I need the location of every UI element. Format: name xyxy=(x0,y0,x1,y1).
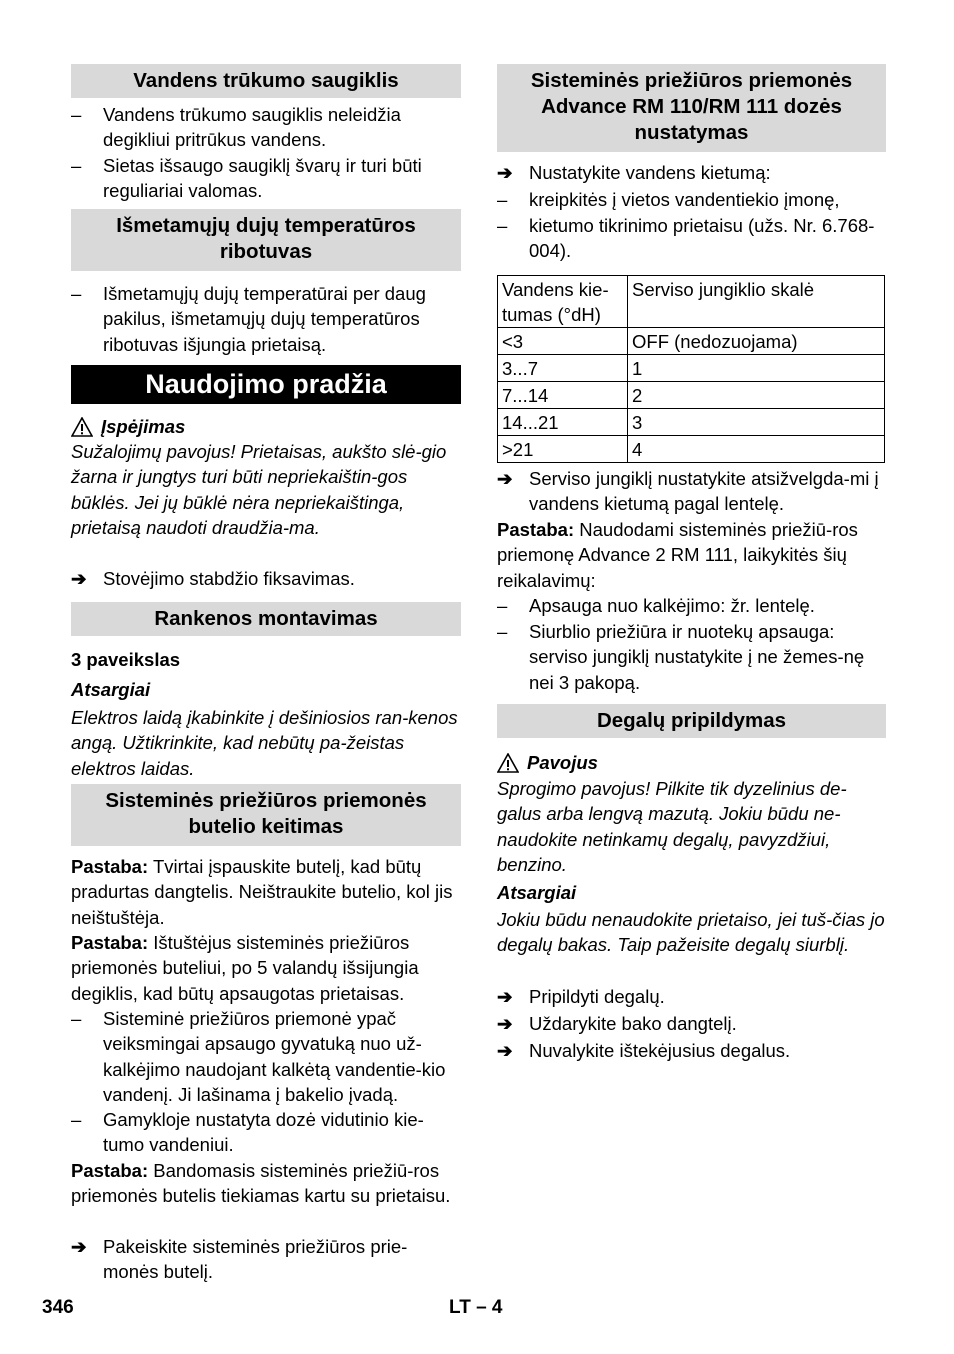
right-column xyxy=(497,64,886,1065)
table-cell: 3 xyxy=(628,409,885,436)
danger-text: Sprogimo pavojus! Pilkite tik dyzelinius de-galus arba lengvą mazutą. Jokiu būdu ne-naudokite netinkamų degalų, pavyzdžiui, benzino. xyxy=(497,778,847,875)
list-item: – kietumo tikrinimo prietaisu (užs. Nr. 6.768-004). xyxy=(497,215,875,262)
table-cell: 7...14 xyxy=(498,382,628,409)
table-header-row xyxy=(498,276,885,328)
dash-icon: – xyxy=(71,104,82,125)
action-item: ➔ Serviso jungiklį nustatykite atsižvelgda-mi į vandens kietumą pagal lentelę. xyxy=(497,468,879,515)
action-item: ➔ Stovėjimo stabdžio fiksavimas. xyxy=(71,566,461,591)
dash-icon: – xyxy=(71,1109,82,1130)
table-cell: OFF (nedozuojama) xyxy=(628,328,885,355)
warning-triangle-icon xyxy=(71,417,93,437)
arrow-right-icon: ➔ xyxy=(497,468,513,489)
action-item: ➔ Uždarykite bako dangtelį. xyxy=(497,1011,886,1038)
page-number: 346 xyxy=(42,1297,74,1318)
list-item: – Sisteminė priežiūros priemonė ypač veiksmingai apsaugo gyvatuką nuo už-kalkėjimo naudojant kalkėtą vandentie-kio vandenį. Ji lašinama į bakelio įvadą. xyxy=(71,1008,446,1105)
section-heading-water-shortage: Vandens trūkumo saugiklis xyxy=(71,64,461,98)
note-paragraph: Pastaba: Ištuštėjus sisteminės priežiūros priemonės buteliui, po 5 valandų išsijungia degiklis, kad būtų apsaugotas prietaisas. xyxy=(71,932,419,1004)
action-item: ➔ Nuvalykite ištekėjusius degalus. xyxy=(497,1038,886,1065)
section-heading-handle: Rankenos montavimas xyxy=(71,602,461,636)
arrow-right-icon: ➔ xyxy=(71,1236,87,1257)
table-header-cell: Vandens kie-tumas (°dH) xyxy=(498,276,628,328)
warning-heading: Įspėjimas xyxy=(71,414,461,439)
dash-icon: – xyxy=(497,621,508,642)
table-cell: 1 xyxy=(628,355,885,382)
action-item: ➔ Pakeiskite sisteminės priežiūros prie-monės butelį. xyxy=(71,1236,408,1283)
list-item: – Apsauga nuo kalkėjimo: žr. lentelę. xyxy=(497,593,886,619)
arrow-right-icon: ➔ xyxy=(497,162,513,183)
caution-text: Jokiu būdu nenaudokite prietaiso, jei tuš-čias jo degalų bakas. Taip pažeisite degalų siurblį. xyxy=(497,909,885,956)
table-cell: 14...21 xyxy=(498,409,628,436)
left-column xyxy=(71,64,461,1285)
section-heading-bottle-change: Sisteminės priežiūros priemonės butelio keitimas xyxy=(71,784,461,846)
table-cell: 2 xyxy=(628,382,885,409)
list-item: – Vandens trūkumo saugiklis neleidžia degikliui pritrūkus vandens. xyxy=(71,104,401,151)
dash-icon: – xyxy=(71,155,82,176)
language-page-marker: LT – 4 xyxy=(449,1297,503,1318)
caution-text: Elektros laidą įkabinkite į dešiniosios ran-kenos angą. Užtikrinkite, kad nebūtų pa-žeistas elektros laidas. xyxy=(71,707,458,779)
dash-icon: – xyxy=(497,189,508,210)
section-heading-dosage: Sisteminės priežiūros priemonės Advance RM 110/RM 111 dozės nustatymas xyxy=(497,64,886,152)
caution-heading: Atsargiai xyxy=(71,679,151,700)
warning-triangle-icon xyxy=(497,753,519,773)
action-item: ➔ Pripildyti degalų. xyxy=(497,984,886,1011)
danger-heading: Pavojus xyxy=(497,750,886,776)
section-heading-refuel: Degalų pripildymas xyxy=(497,704,886,738)
table-header-cell: Serviso jungiklio skalė xyxy=(628,276,885,328)
dash-icon: – xyxy=(71,1008,82,1029)
arrow-right-icon: ➔ xyxy=(497,1040,513,1061)
table-row xyxy=(498,328,885,355)
action-item: ➔ Nustatykite vandens kietumą: xyxy=(497,160,886,187)
figure-reference: 3 paveikslas xyxy=(71,649,181,670)
dash-icon: – xyxy=(497,215,508,236)
list-item: – Siurblio priežiūra ir nuotekų apsauga: serviso jungiklį nustatykite į ne žemes-nę nei 3 pakopą. xyxy=(497,621,865,693)
table-cell: >21 xyxy=(498,436,628,463)
caution-heading: Atsargiai xyxy=(497,882,577,903)
note-paragraph: Pastaba: Naudodami sisteminės priežiū-ros priemonę Advance 2 RM 111, laikykitės šių reikalavimų: xyxy=(497,519,858,591)
table-row xyxy=(498,382,885,409)
table-row xyxy=(498,409,885,436)
list-item: – kreipkitės į vietos vandentiekio įmonę, xyxy=(497,187,886,213)
table-cell: 4 xyxy=(628,436,885,463)
section-heading-exhaust-limiter: Išmetamųjų dujų temperatūros ribotuvas xyxy=(71,209,461,271)
list-item: – Išmetamųjų dujų temperatūrai per daug pakilus, išmetamųjų dujų temperatūros ribotuvas išjungia prietaisą. xyxy=(71,283,426,355)
chapter-title: Naudojimo pradžia xyxy=(71,365,461,404)
arrow-right-icon: ➔ xyxy=(497,986,513,1007)
table-row xyxy=(498,436,885,463)
dash-icon: – xyxy=(497,595,508,616)
table-cell: <3 xyxy=(498,328,628,355)
hardness-table xyxy=(497,275,885,463)
arrow-right-icon: ➔ xyxy=(71,568,87,589)
warning-text: Sužalojimų pavojus! Prietaisas, aukšto slė-gio žarna ir jungtys turi būti nepriekaištin-gos būklės. Jei jų būklė nėra nepriekaištinga, prietaisą naudoti draudžia-ma. xyxy=(71,441,447,538)
table-row xyxy=(498,355,885,382)
note-paragraph: Pastaba: Tvirtai įspauskite butelį, kad būtų pradurtas dangtelis. Neištraukite butelio, kol jis neištuštėja. xyxy=(71,856,453,928)
list-item: – Gamykloje nustatyta dozė vidutinio kie-tumo vandeniui. xyxy=(71,1109,424,1156)
note-paragraph: Pastaba: Bandomasis sisteminės priežiū-ros priemonės butelis tiekiamas kartu su prietaisu. xyxy=(71,1160,451,1207)
arrow-right-icon: ➔ xyxy=(497,1013,513,1034)
table-cell: 3...7 xyxy=(498,355,628,382)
list-item: – Sietas išsaugo saugiklį švarų ir turi būti reguliariai valomas. xyxy=(71,155,422,202)
dash-icon: – xyxy=(71,283,82,304)
